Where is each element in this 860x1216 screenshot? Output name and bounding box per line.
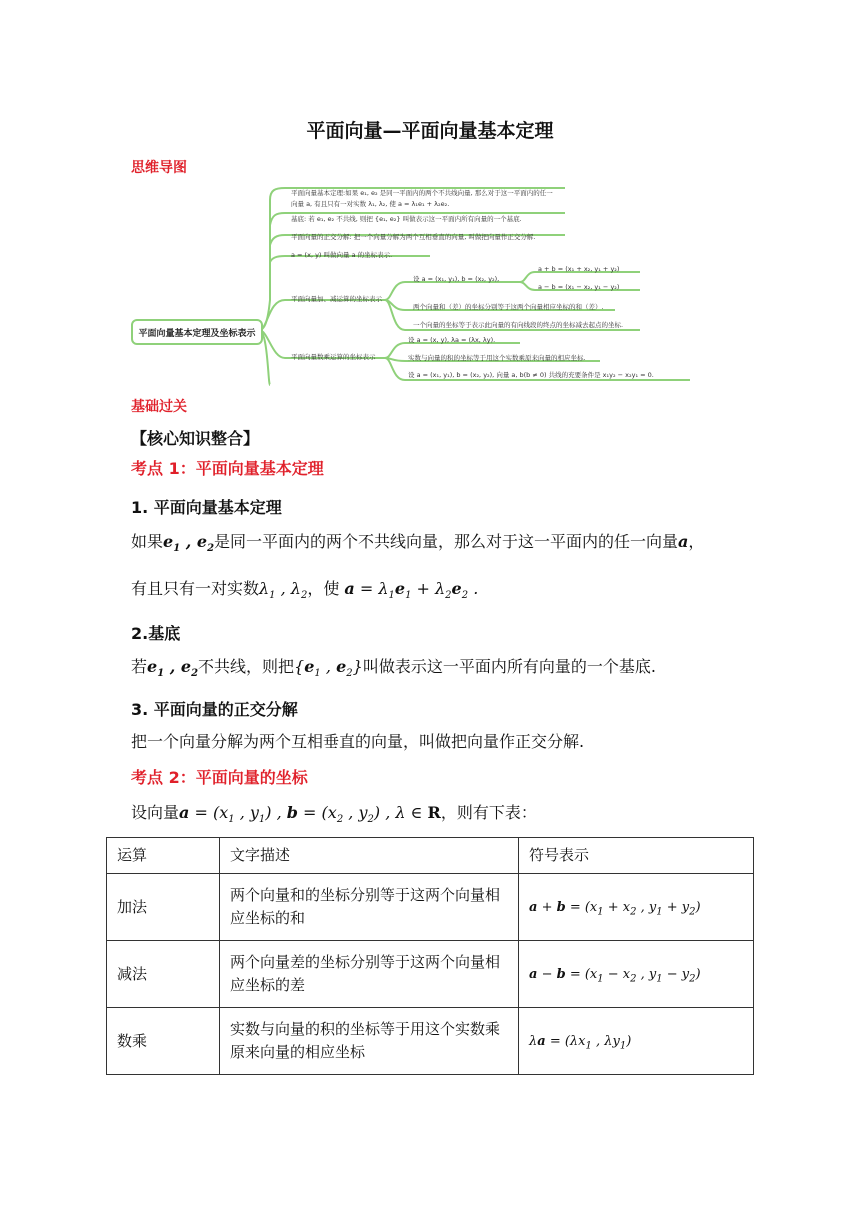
coordinate-setup: 设向量$a = (x_1$ , $y_1$) , $b = (x_2$ , $y_2$) , λ ∈ R，则有下表： [131, 803, 537, 826]
table-cell-op: 加法 [107, 874, 220, 941]
section2-title: 2.基底 [131, 624, 181, 643]
table-header-row [107, 838, 754, 874]
section2-text: 若$e_1$ , $e_2$不共线，则把{$e_1$ , $e_2$}叫做表示这一平面内所有向量的一个基底. [131, 657, 656, 680]
table-cell-formula: $a + b = (x_1 + x_2$ , $y_1 + y_2$) [519, 874, 754, 941]
mindmap-node-scalar: 平面向量数乘运算的坐标表示 [291, 353, 376, 361]
mindmap-node-coordinate: a = (x, y) 叫做向量 a 的坐标表示. [291, 251, 393, 259]
math-linear-combination: $a = \lambda_1e_1 + \lambda_2e_2$ . [344, 579, 479, 602]
math-e1-e2: $e_1$ , $e_2$ [163, 532, 215, 555]
mindmap-root: 平面向量基本定理及坐标表示 [131, 319, 263, 345]
mindmap-node-addsub: 平面向量加、减运算的坐标表示 [291, 295, 382, 303]
table-row [107, 874, 754, 941]
mindmap-node-scalar-desc: 实数与向量的积的坐标等于用这个实数乘原来向量的相应坐标. [408, 354, 586, 362]
mindmap-node-addsub-desc: 两个向量和（差）的坐标分别等于这两个向量相应坐标的和（差）. [413, 303, 604, 311]
mindmap-node-theorem-cont: 向量 a, 有且只有一对实数 λ₁, λ₂, 使 a = λ₁e₁ + λ₂e₂. [291, 200, 450, 208]
math-lambdas: $\lambda_1$ , $\lambda_2$ [259, 579, 308, 602]
mindmap-node-addsub-setup: 设 a = (x₁, y₁), b = (x₂, y₂), [413, 275, 500, 283]
table-cell-op: 减法 [107, 941, 220, 1008]
math-basis-set: {$e_1$ , $e_2$} [294, 657, 363, 680]
section3-title: 3. 平面向量的正交分解 [131, 700, 298, 719]
table-cell-desc: 两个向量和的坐标分别等于这两个向量相应坐标的和 [220, 874, 519, 941]
mindmap-node-orthogonal: 平面向量的正交分解: 把一个向量分解为两个互相垂直的向量, 叫做把向量作正交分解. [291, 233, 536, 241]
math-a: a [678, 532, 689, 551]
table-cell-formula: $\lambda a = (\lambda x_1$ , $\lambda y_1$) [519, 1008, 754, 1075]
table-cell-op: 数乘 [107, 1008, 220, 1075]
table-cell-formula: $a - b = (x_1 - x_2$ , $y_1 - y_2$) [519, 941, 754, 1008]
section3-text: 把一个向量分解为两个互相垂直的向量，叫做把向量作正交分解. [131, 732, 585, 751]
mindmap-heading: 思维导图 [131, 160, 187, 176]
mindmap-node-endpoint: 一个向量的坐标等于表示此向量的有向线段的终点的坐标减去起点的坐标. [413, 321, 624, 329]
math-e1-e2-basis: $e_1$ , $e_2$ [147, 657, 199, 680]
section1-line1: 如果$e_1$ , $e_2$是同一平面内的两个不共线向量，那么对于这一平面内的任一向量a， [131, 532, 705, 555]
mindmap-node-sub-formula: a − b = (x₁ − x₂, y₁ − y₂) [538, 283, 620, 291]
table-row [107, 941, 754, 1008]
mindmap-node-theorem: 平面向量基本定理:如果 e₁, e₂ 是同一平面内的两个不共线向量, 那么对于这一平面内的任一 [291, 189, 553, 197]
mindmap-node-basis: 基底: 若 e₁, e₂ 不共线, 则把 {e₁, e₂} 叫做表示这一平面内所有向量的一个基底. [291, 215, 522, 223]
section1-line2: 有且只有一对实数$\lambda_1$ , $\lambda_2$，使 $a = \lambda_1e_1 + \lambda_2e_2$ . [131, 579, 479, 602]
table-cell-desc: 两个向量差的坐标分别等于这两个向量相应坐标的差 [220, 941, 519, 1008]
math-vectors-def: $a = (x_1$ , $y_1$) , $b = (x_2$ , $y_2$) , λ ∈ R [179, 803, 441, 826]
mindmap-node-add-formula: a + b = (x₁ + x₂, y₁ + y₂) [538, 265, 620, 273]
page-title: 平面向量—平面向量基本定理 [306, 120, 554, 142]
section1-title: 1. 平面向量基本定理 [131, 498, 282, 517]
point2-heading: 考点 2：平面向量的坐标 [131, 768, 308, 787]
core-heading: 【核心知识整合】 [131, 429, 260, 448]
table-header: 符号表示 [519, 838, 754, 874]
point1-heading: 考点 1：平面向量基本定理 [131, 459, 324, 478]
table-header: 运算 [107, 838, 220, 874]
basic-heading: 基础过关 [131, 399, 187, 415]
table-row [107, 1008, 754, 1075]
mindmap-node-collinear: 设 a = (x₁, y₁), b = (x₂, y₂), 向量 a, b(b ≠ 0) 共线的充要条件是 x₁y₂ − x₂y₁ = 0. [408, 371, 654, 379]
table-cell-desc: 实数与向量的积的坐标等于用这个实数乘原来向量的相应坐标 [220, 1008, 519, 1075]
mindmap-node-scalar-setup: 设 a = (x, y), λa = (λx, λy). [408, 336, 496, 344]
operations-table [106, 837, 754, 1075]
table-header: 文字描述 [220, 838, 519, 874]
